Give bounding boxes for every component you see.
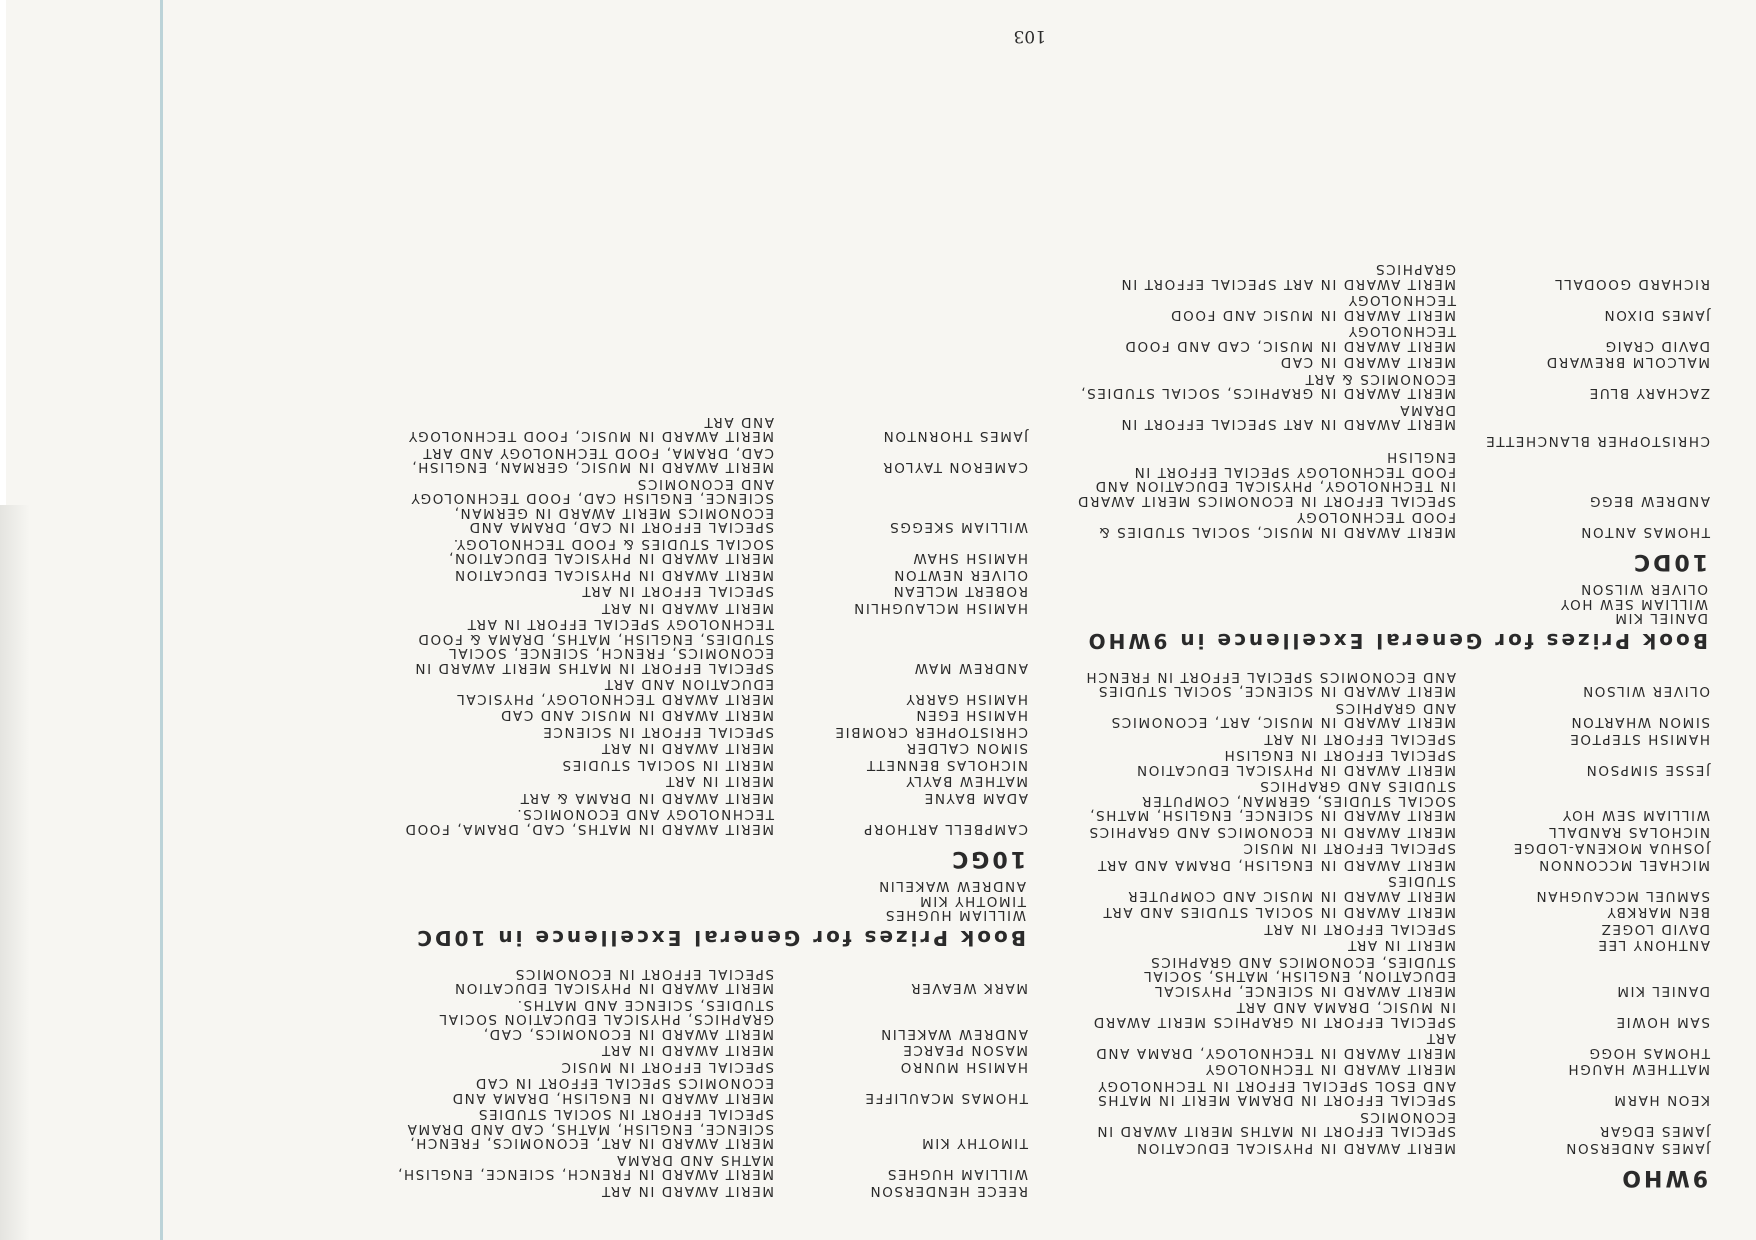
award-entry — [1070, 355, 1710, 370]
award-entry — [1070, 701, 1710, 730]
student-name: ZACHARY BLUE — [1588, 385, 1710, 402]
entry-list — [388, 967, 1028, 1199]
entry-list — [388, 415, 1028, 837]
award-text: MERIT AWARD IN ENGLISH, DRAMA AND ART — [1096, 857, 1456, 873]
award-text: MERIT AWARD IN CAD — [1279, 354, 1456, 371]
student-name: ADAM BAYNE — [923, 790, 1028, 806]
student-name: WILLIAM SKEGGS — [888, 519, 1028, 536]
award-entry — [1070, 1000, 1710, 1029]
student-name: CHRISTOPHER CROMBIE — [833, 724, 1028, 740]
award-text: MERIT AWARD IN FRENCH, SCIENCE, ENGLISH, MATHS AND DRAMA — [396, 1152, 774, 1183]
award-text: SPECIAL EFFORT IN MUSIC — [1242, 840, 1456, 857]
award-entry — [1070, 874, 1710, 903]
student-name: ANTHONY LEE — [1596, 937, 1710, 954]
prize-winner: OLIVER WILSON — [1579, 581, 1708, 598]
award-entry — [1070, 905, 1710, 920]
student-name: SIMON CALDER — [905, 740, 1028, 757]
award-text: MERIT AWARD IN ART SPECIAL EFFORT IN DRAMA — [1119, 402, 1456, 433]
award-text: MERIT AWARD IN ART — [600, 1183, 774, 1199]
award-text: SPECIAL EFFORT IN ART — [580, 583, 774, 600]
student-name: TIMOTHY KIM — [920, 1135, 1028, 1152]
award-text: MERIT AWARD IN SCIENCE, PHYSICAL EDUCATION, ENGLISH, MATHS, SOCIAL STUDIES, ECONOMICS AND GRAPHICS — [1142, 954, 1456, 999]
award-entry — [1070, 1110, 1710, 1139]
award-text: MERIT AWARD IN MUSIC AND CAD — [499, 707, 774, 724]
class-heading: 9WHO — [1619, 1165, 1708, 1190]
award-text: MERIT AWARD IN ART — [600, 740, 774, 757]
student-name: CHRISTOPHER BLANCHETTE — [1484, 433, 1710, 449]
student-name: THOMAS MCAULIFFE — [863, 1090, 1028, 1106]
student-name: SAM HOWIE — [1614, 1014, 1710, 1030]
award-text: MERIT AWARD IN MUSIC AND FOOD TECHNOLOGY — [1169, 292, 1456, 323]
award-entry — [388, 568, 1028, 583]
student-name: THOMAS ANTON — [1579, 524, 1710, 540]
award-text: MERIT AWARD IN ECONOMICS, CAD, GRAPHICS, PHYSICAL EDUCATION SOCIAL STUDIES, SCIENCE AND MATHS. — [438, 997, 774, 1042]
prize-winner: WILLIAM SEW HOY — [1559, 596, 1708, 612]
award-text: MERIT AWARD IN ART SPECIAL EFFORT IN GRAPHICS — [1119, 261, 1456, 292]
award-entry — [1070, 748, 1710, 777]
award-entry — [1070, 955, 1710, 999]
award-entry — [388, 1153, 1028, 1182]
award-text: SPECIAL EFFORT IN ART — [1262, 731, 1456, 747]
award-text: MERIT AWARD IN PHYSICAL EDUCATION SPECIAL EFFORT IN ECONOMICS — [453, 966, 774, 997]
award-text: MERIT AWARD TECHNOLOGY, PHYSICAL EDUCATION AND ART — [455, 676, 774, 707]
award-text: SPECIAL EFFORT IN ECONOMICS MERIT AWARD IN TECHNOLOGY, PHYSICAL EDUCATION AND FOOD TECHNOLOGY SPECIAL EFFORT IN ENGLISH — [1076, 449, 1456, 509]
award-entry — [1070, 779, 1710, 823]
printed-page — [200, 0, 1756, 1240]
award-text: MERIT IN SOCIAL STUDIES — [560, 757, 774, 773]
student-name: MALCOLM BREWARD — [1545, 354, 1710, 371]
award-entry — [388, 1060, 1028, 1075]
award-entry — [388, 725, 1028, 740]
award-entry — [1070, 510, 1710, 539]
class-heading: 10GC — [949, 846, 1026, 871]
prize-winner: DANIEL KIM — [1613, 610, 1708, 627]
student-name: DANIEL KIM — [1615, 983, 1710, 999]
award-entry — [1070, 1031, 1710, 1060]
award-text: MERIT IN ART — [664, 773, 774, 790]
award-text: MERIT AWARD IN PHYSICAL EDUCATION SPECIAL EFFORT IN ENGLISH — [1135, 747, 1456, 778]
award-entry — [388, 774, 1028, 789]
award-text: SPECIAL EFFORT IN MATHS MERIT AWARD IN ECONOMICS, FRENCH, SCIENCE, SOCIAL STUDIES, ENGLISH, MATHS, DRAMA & FOOD TECHNOLOGY SPECIAL EFFORT IN ART — [413, 616, 774, 676]
award-text: MERIT AWARD IN PHYSICAL EDUCATION — [1135, 1140, 1456, 1156]
student-name: HAMISH SHAW — [911, 550, 1028, 567]
student-name: JAMES DIXON — [1602, 307, 1710, 323]
award-text: MERIT AWARD IN DRAMA & ART — [519, 790, 774, 806]
award-entry — [1070, 262, 1710, 291]
award-entry — [388, 1107, 1028, 1151]
column-9who-10dc — [1070, 260, 1710, 1198]
student-name: MATTHEW HAUGH — [1566, 1061, 1710, 1078]
award-entry — [1070, 841, 1710, 856]
award-entry — [388, 677, 1028, 706]
award-entry — [1070, 450, 1710, 508]
student-name: HAMISH MUNRO — [899, 1059, 1028, 1075]
student-name: HAMISH GARRY — [904, 691, 1028, 707]
award-entry — [388, 807, 1028, 836]
student-name: OLIVER WILSON — [1581, 683, 1710, 700]
award-entry — [1070, 372, 1710, 401]
scan-shadow — [0, 505, 30, 1240]
award-text: MERIT AWARD IN GRAPHICS, SOCIAL STUDIES, ECONOMICS & ART — [1079, 371, 1456, 402]
award-text: SPECIAL EFFORT IN MUSIC — [560, 1059, 774, 1075]
student-name: DAVID CRAIG — [1604, 338, 1710, 354]
prize-list — [1070, 582, 1710, 626]
award-text: SPECIAL EFFORT IN CAD, DRAMA AND ECONOMICS MERIT AWARD IN GERMAN, SCIENCE, ENGLISH CAD, FOOD TECHNOLOGY AND ECONOMICS — [409, 476, 774, 536]
column-10dc-10gc — [388, 413, 1028, 1199]
award-entry — [388, 477, 1028, 535]
award-entry — [388, 1043, 1028, 1058]
award-text: MERIT AWARD IN MUSIC, FOOD TECHNOLOGY AND ART — [407, 414, 774, 445]
student-name: JAMES ANDERSON — [1564, 1140, 1710, 1156]
award-entry — [1070, 670, 1710, 699]
award-entry — [388, 617, 1028, 675]
award-entry — [388, 1184, 1028, 1199]
award-text: MERIT AWARD IN SCIENCE, ENGLISH, MATHS, SOCIAL STUDIES, GERMAN, COMPUTER STUDIES AND GRAPHICS — [1088, 778, 1456, 824]
award-text: SPECIAL EFFORT IN GRAPHICS MERIT AWARD IN MUSIC, DRAMA AND ART — [1092, 999, 1456, 1030]
award-entry — [388, 601, 1028, 616]
award-text: MERIT AWARD IN ENGLISH, DRAMA AND ECONOMICS SPECIAL EFFORT IN CAD — [451, 1075, 774, 1106]
student-name: JOSHUA MOKENA-LODGE — [1512, 840, 1710, 857]
award-entry — [388, 967, 1028, 996]
prize-heading: Book Prizes for General Excellence in 10DC — [414, 926, 1026, 951]
student-name: MASON PEARCE — [901, 1042, 1028, 1059]
award-entry — [388, 584, 1028, 599]
award-entry — [1070, 732, 1710, 747]
award-entry — [1070, 1079, 1710, 1108]
student-name: NICHOLAS BENNETT — [865, 757, 1028, 773]
student-name: SAMUEL MCCAUGHAN — [1534, 888, 1710, 904]
student-name: MATHEW BAYLY — [904, 773, 1028, 790]
student-name: WILLIAM SEW HOY — [1561, 807, 1710, 824]
student-name: HAMISH EGEN — [914, 707, 1028, 724]
award-entry — [388, 708, 1028, 723]
student-name: MARK WEAVER — [909, 980, 1028, 997]
award-entry — [1070, 938, 1710, 953]
student-name: HAMISH MCLAUGHLIN — [852, 600, 1028, 616]
award-text: MERIT AWARD IN ART, ECONOMICS, FRENCH, SCIENCE, ENGLISH, MATHS, CAD AND DRAMA SPECIAL EFFORT IN SOCIAL STUDIES — [406, 1106, 774, 1152]
award-text: MERIT AWARD IN MATHS, CAD, DRAMA, FOOD TECHNOLOGY AND ECONOMICS. — [403, 806, 774, 837]
award-entry — [1070, 434, 1710, 449]
award-entry — [388, 758, 1028, 773]
award-entry — [1070, 403, 1710, 432]
award-entry — [388, 415, 1028, 444]
student-name: CAMERON TAYLOR — [881, 459, 1028, 476]
award-entry — [1070, 858, 1710, 873]
award-text: MERIT AWARD IN ART — [600, 600, 774, 616]
student-name: OLIVER NEWTON — [892, 567, 1028, 583]
page-number: 103 — [1013, 26, 1046, 46]
award-entry — [1070, 825, 1710, 840]
student-name: JAMES THORNTON — [882, 428, 1028, 445]
award-text: MERIT AWARD IN MUSIC, CAD AND FOOD TECHNOLOGY — [1123, 323, 1456, 354]
award-text: SPECIAL EFFORT IN MATHS MERIT AWARD IN ECONOMICS — [1095, 1109, 1456, 1140]
entry-list — [1070, 670, 1710, 1156]
award-text: MERIT AWARD IN ECONOMICS AND GRAPHICS — [1087, 824, 1456, 840]
award-text: MERIT IN ART — [1346, 937, 1456, 954]
award-text: MERIT AWARD IN MUSIC, ART, ECONOMICS AND GRAPHICS — [1110, 700, 1456, 731]
student-name: REECE HENDERSON — [868, 1183, 1028, 1199]
award-text: MERIT AWARD IN ART — [600, 1042, 774, 1059]
student-name: JESSE SIMPSON — [1585, 762, 1710, 778]
student-name: KEON HARM — [1612, 1092, 1710, 1109]
student-name: DAVID LOGEZ — [1600, 921, 1710, 937]
prize-winner: TIMOTHY KIM — [918, 893, 1026, 909]
student-name: THOMAS HOGG — [1587, 1045, 1710, 1061]
prize-winner: ANDREW WAKELIN — [877, 878, 1026, 895]
award-text: SPECIAL EFFORT IN SCIENCE — [541, 724, 774, 740]
award-entry — [388, 791, 1028, 806]
award-entry — [1070, 324, 1710, 353]
award-text: MERIT AWARD IN PHYSICAL EDUCATION, SOCIAL STUDIES & FOOD TECHNOLOGY. — [447, 536, 774, 567]
award-text: SPECIAL EFFORT IN DRAMA MERIT IN MATHS AND ESOL SPECIAL EFFORT IN TECHNOLOGY — [1096, 1078, 1456, 1109]
student-name: ANDREW BEGG — [1588, 493, 1710, 509]
student-name: ANDREW WAKELIN — [879, 1026, 1028, 1042]
award-entry — [388, 741, 1028, 756]
award-text: MERIT AWARD IN TECHNOLOGY, DRAMA AND ART — [1094, 1030, 1456, 1061]
award-entry — [388, 446, 1028, 475]
award-entry — [1070, 922, 1710, 937]
prize-list — [388, 879, 1028, 923]
student-name: HAMISH STEPTOE — [1568, 731, 1710, 747]
prize-heading: Book Prizes for General Excellence in 9WHO — [1085, 629, 1708, 654]
prize-winner: WILLIAM HUGHES — [884, 907, 1026, 924]
student-name: ROBERT MCLEAN — [892, 583, 1028, 600]
award-entry — [1070, 293, 1710, 322]
award-text: MERIT AWARD IN PHYSICAL EDUCATION — [453, 567, 774, 583]
student-name: JAMES EDGAR — [1598, 1123, 1710, 1140]
entry-list — [1070, 262, 1710, 539]
student-name: SIMON WHARTON — [1569, 714, 1710, 731]
award-text: MERIT AWARD IN MUSIC AND COMPUTER STUDIES — [1126, 873, 1456, 904]
student-name: BEN MARKBY — [1605, 904, 1710, 921]
student-name: NICHOLAS RANDALL — [1547, 824, 1710, 840]
student-name: MICHAEL MCCONNON — [1537, 857, 1710, 873]
page-gutter-line — [160, 0, 163, 1240]
award-text: MERIT AWARD IN MUSIC, SOCIAL STUDIES & FOOD TECHNOLOGY — [1097, 509, 1456, 540]
award-text: MERIT AWARD IN TECHNOLOGY — [1204, 1061, 1456, 1078]
award-text: MERIT AWARD IN MUSIC, GERMAN, ENGLISH, CAD, DRAMA, FOOD TECHNOLOGY AND ART — [410, 445, 774, 476]
student-name: RICHARD GOODALL — [1553, 276, 1710, 292]
award-entry — [1070, 1141, 1710, 1156]
award-entry — [388, 998, 1028, 1042]
award-text: MERIT AWARD IN SCIENCE, SOCIAL STUDIES AND ECONOMICS SPECIAL EFFORT IN FRENCH — [1084, 669, 1456, 700]
award-text: MERIT AWARD IN SOCIAL STUDIES AND ART — [1101, 904, 1456, 921]
student-name: ANDREW MAW — [913, 660, 1028, 676]
class-heading: 10DC — [1630, 549, 1708, 574]
student-name: CAMPBELL ARTHORP — [862, 821, 1028, 837]
award-text: SPECIAL EFFORT IN ART — [1262, 921, 1456, 937]
award-entry — [388, 1076, 1028, 1105]
award-entry — [388, 537, 1028, 566]
student-name: WILLIAM HUGHES — [886, 1166, 1028, 1183]
award-entry — [1070, 1062, 1710, 1077]
